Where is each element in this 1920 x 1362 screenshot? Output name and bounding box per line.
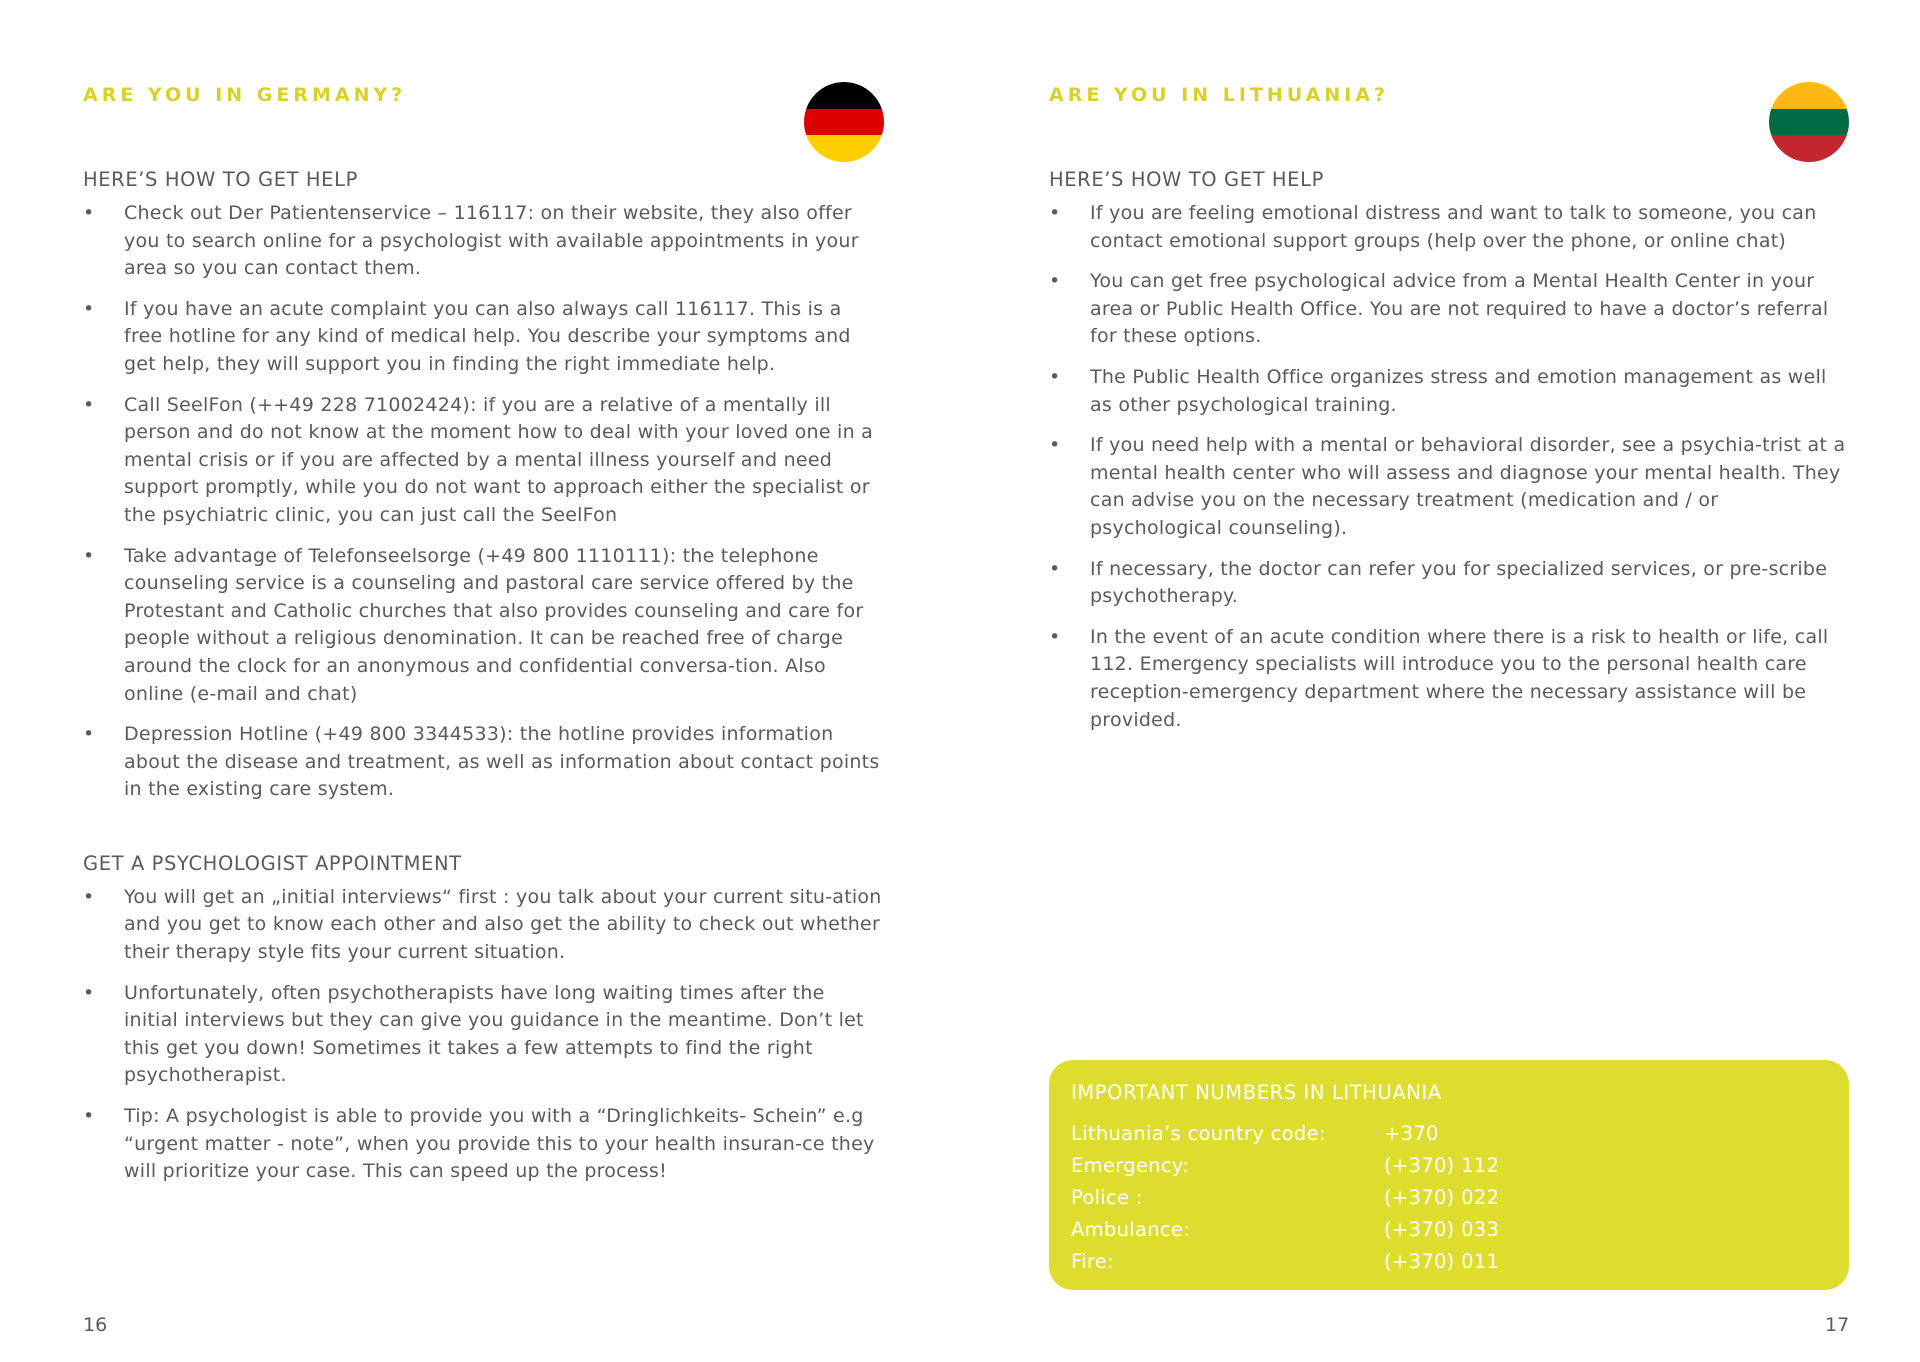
list-item: • If necessary, the doctor can refer you for specialized services, or pre-scribe psychotherapy. [1049,557,1828,608]
list-item: • If you have an acute complaint you can also always call 116117. This is a free hotline for any kind of medical help. You describe your symptoms and get help, they will support you in finding the right immediate help. [83,297,851,375]
lithuania-help-title: HERE’S HOW TO GET HELP [1049,168,1324,191]
bullet-icon: • [83,1105,95,1128]
number-value: (+370) 112 [1384,1154,1500,1177]
germany-help-list [83,200,883,804]
number-row-emergency [1071,1150,1827,1182]
lithuania-help-list [1049,200,1849,734]
bullet-icon: • [83,544,95,567]
page-right [960,0,1920,1362]
list-item: • In the event of an acute condition where there is a risk to health or life, call 112. Emergency specialists will introduce you to the personal health care reception-emergency department where the necessary assistance will be provided. [1049,625,1829,731]
bullet-icon: • [83,981,95,1004]
number-value: (+370) 033 [1384,1218,1500,1241]
page-number-left: 16 [83,1314,108,1336]
list-item: • You will get an „initial interviews“ first : you talk about your current situ-ation and you get to know each other and also get the ability to check out whether their therapy style fits your current situation. [83,885,882,964]
bullet-icon: • [83,297,95,320]
bullet-icon: • [1049,270,1061,293]
list-item: • Call SeelFon (++49 228 71002424): if you are a relative of a mentally ill person and do not know at the moment how to deal with your loved one in a mental crisis or if you are affected by a mental illness yourself and need support promptly, while you do not want to approach either the specialist or the psychiatric clinic, you can just call the SeelFon [83,393,874,526]
number-label: Police : [1071,1186,1143,1209]
number-row-ambulance [1071,1214,1827,1246]
germany-flag-icon [804,82,884,162]
bullet-icon: • [1049,557,1061,580]
number-label: Lithuania’s country code: [1071,1122,1326,1145]
appointment-title: GET A PSYCHOLOGIST APPOINTMENT [83,851,462,875]
bullet-icon: • [1049,434,1061,457]
number-row-fire [1071,1246,1827,1278]
list-item: • The Public Health Office organizes stress and emotion management as well as other psychological training. [1049,365,1827,416]
important-numbers-title: IMPORTANT NUMBERS IN LITHUANIA [1071,1081,1442,1104]
number-value: (+370) 011 [1384,1250,1500,1273]
list-item: • Tip: A psychologist is able to provide you with a “Dringlichkeits- Schein” e.g “urgent matter - note”, when you provide this to your health insuran-ce they will prioritize your case. This can speed up the process! [83,1105,875,1183]
number-row-country-code [1071,1118,1827,1150]
list-item: • Depression Hotline (+49 800 3344533): the hotline provides information about the disease and treatment, as well as information about contact points in the existing care system. [83,723,880,801]
list-item: • Take advantage of Telefonseelsorge (+49 800 1110111): the telephone counseling service is a counseling and pastoral care service offered by the Protestant and Catholic churches that also provides counseling and care for people without a religious denomination. It can be reached free of charge around the clock for an anonymous and confidential conversa-tion. Also online (e-mail and chat) [83,544,864,705]
list-item: • You can get free psychological advice from a Mental Health Center in your area or Public Health Office. You are not required to have a doctor’s referral for these options. [1049,270,1829,348]
germany-title: ARE YOU IN GERMANY? [83,84,407,106]
bullet-icon: • [83,723,95,746]
bullet-icon: • [83,202,95,224]
number-value: (+370) 022 [1384,1186,1500,1209]
bullet-icon: • [1049,625,1061,648]
number-label: Ambulance: [1071,1218,1191,1241]
appointment-list [83,884,883,1186]
number-label: Emergency: [1071,1154,1190,1177]
bullet-icon: • [1049,202,1061,224]
list-item: • Unfortunately, often psychotherapists have long waiting times after the initial interviews but they can give you guidance in the meantime. Don’t let this get you down! Sometimes it takes a few attempts to find the right psychotherapist. [83,981,864,1087]
list-item: • If you are feeling emotional distress and want to talk to someone, you can contact emotional support groups (help over the phone, or online chat) [1049,202,1817,252]
list-item: • Check out Der Patientenservice – 116117: on their website, they also offer you to search online for a psychologist with available appointments in your area so you can contact them. [83,202,859,280]
page-number-right: 17 [1825,1314,1850,1336]
number-value: +370 [1384,1122,1439,1145]
bullet-icon: • [83,885,95,908]
number-row-police [1071,1182,1827,1214]
bullet-icon: • [83,393,95,416]
germany-help-title: HERE’S HOW TO GET HELP [83,168,358,191]
lithuania-content [1049,166,1849,747]
germany-content [83,166,883,1199]
number-label: Fire: [1071,1250,1114,1273]
lithuania-title: ARE YOU IN LITHUANIA? [1049,84,1390,106]
bullet-icon: • [1049,365,1061,388]
lithuania-flag-icon [1769,82,1849,162]
important-numbers-box [1049,1060,1849,1290]
list-item: • If you need help with a mental or behavioral disorder, see a psychia-trist at a mental health center who will assess and diagnose your mental health. They can advise you on the necessary treatment (medication and / or psychological counseling). [1049,434,1846,539]
